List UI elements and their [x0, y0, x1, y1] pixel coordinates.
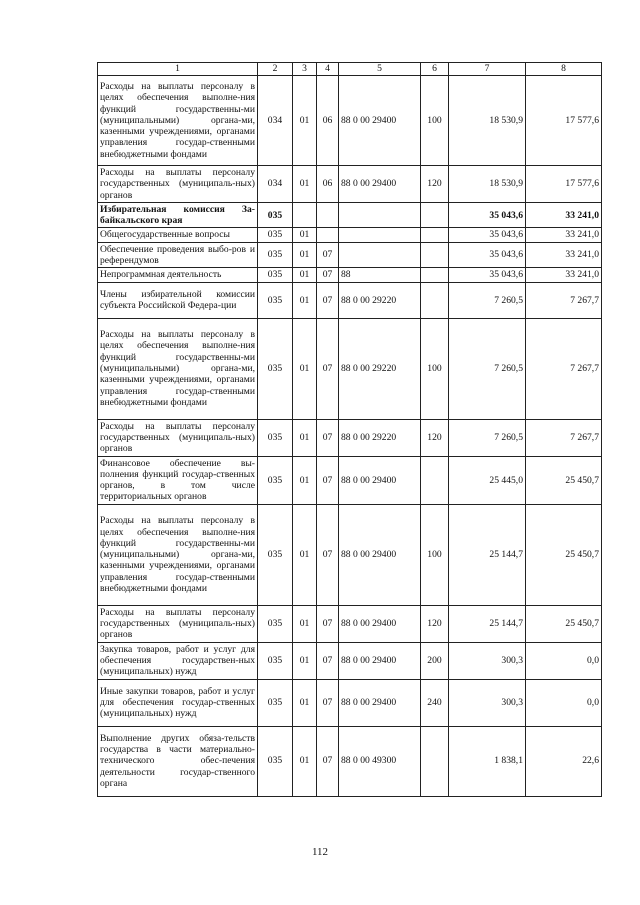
amount-year1-cell: 25 144,7: [449, 605, 526, 642]
expense-name-cell: Непрограммная деятельность: [98, 268, 258, 282]
table-row: [98, 642, 602, 679]
amount-year1-cell: 35 043,6: [449, 268, 526, 282]
subsection-code-cell: 07: [317, 282, 339, 318]
amount-year1-cell: 7 260,5: [449, 282, 526, 318]
ministry-code-cell: 035: [258, 679, 293, 726]
amount-year1-cell: 7 260,5: [449, 419, 526, 456]
section-code-cell: 01: [293, 318, 317, 419]
ministry-code-cell: 035: [258, 456, 293, 504]
expense-name-cell: Расходы на выплаты персоналу в целях обеспечения выполне-ния функций государственны-ми (муниципальными) органа-ми, казенными учреждениями, органами управления государ-ственными внебюджетными фондами: [98, 318, 258, 419]
amount-year1-cell: 300,3: [449, 642, 526, 679]
section-code-cell: 01: [293, 726, 317, 796]
amount-year1-cell: 35 043,6: [449, 202, 526, 228]
target-article-cell: 88 0 00 29220: [339, 282, 421, 318]
amount-year1-cell: 25 445,0: [449, 456, 526, 504]
table-row: [98, 419, 602, 456]
header-cell-3: 3: [293, 63, 317, 76]
table-row: [98, 605, 602, 642]
subsection-code-cell: 07: [317, 268, 339, 282]
ministry-code-cell: 035: [258, 242, 293, 268]
expense-type-cell: [421, 228, 449, 242]
table-row: [98, 456, 602, 504]
expense-name-cell: Расходы на выплаты персоналу в целях обеспечения выполне-ния функций государственны-ми (муниципальными) органа-ми, казенными учреждениями, органами управления государ-ственными внебюджетными фондами: [98, 504, 258, 605]
expense-type-cell: 120: [421, 419, 449, 456]
ministry-code-cell: 035: [258, 268, 293, 282]
subsection-code-cell: 07: [317, 318, 339, 419]
expense-type-cell: 240: [421, 679, 449, 726]
amount-year2-cell: 17 577,6: [526, 166, 602, 203]
amount-year2-cell: 0,0: [526, 679, 602, 726]
subsection-code-cell: [317, 228, 339, 242]
amount-year2-cell: 25 450,7: [526, 605, 602, 642]
header-cell-7: 7: [449, 63, 526, 76]
expense-type-cell: [421, 456, 449, 504]
section-code-cell: 01: [293, 456, 317, 504]
section-code-cell: 01: [293, 642, 317, 679]
table-row: [98, 242, 602, 268]
amount-year1-cell: 7 260,5: [449, 318, 526, 419]
ministry-code-cell: 035: [258, 605, 293, 642]
amount-year1-cell: 35 043,6: [449, 242, 526, 268]
expense-type-cell: [421, 726, 449, 796]
amount-year2-cell: 7 267,7: [526, 419, 602, 456]
expense-type-cell: 100: [421, 504, 449, 605]
ministry-code-cell: 034: [258, 76, 293, 166]
budget-table: [97, 62, 602, 797]
ministry-code-cell: 035: [258, 282, 293, 318]
amount-year2-cell: 33 241,0: [526, 202, 602, 228]
table-row: [98, 76, 602, 166]
header-cell-6: 6: [421, 63, 449, 76]
header-cell-4: 4: [317, 63, 339, 76]
table-row: [98, 282, 602, 318]
expense-type-cell: 200: [421, 642, 449, 679]
expense-name-cell: Финансовое обеспечение вы-полнения функций государ-ственных органов, в том числе территориальных органов: [98, 456, 258, 504]
ministry-code-cell: 035: [258, 726, 293, 796]
expense-name-cell: Избирательная комиссия За-байкальского края: [98, 202, 258, 228]
section-code-cell: [293, 202, 317, 228]
target-article-cell: 88 0 00 29400: [339, 456, 421, 504]
amount-year1-cell: 300,3: [449, 679, 526, 726]
expense-name-cell: Общегосударственные вопросы: [98, 228, 258, 242]
expense-name-cell: Выполнение других обяза-тельств государства в части материально-технического обес-печения деятельности государ-ственного органа: [98, 726, 258, 796]
table-row: [98, 318, 602, 419]
expense-name-cell: Расходы на выплаты персоналу государственных (муниципаль-ных) органов: [98, 166, 258, 203]
target-article-cell: 88 0 00 29220: [339, 318, 421, 419]
target-article-cell: 88: [339, 268, 421, 282]
section-code-cell: 01: [293, 242, 317, 268]
amount-year2-cell: 33 241,0: [526, 242, 602, 268]
expense-type-cell: [421, 282, 449, 318]
table-row: [98, 504, 602, 605]
header-cell-1: 1: [98, 63, 258, 76]
target-article-cell: 88 0 00 29400: [339, 679, 421, 726]
table-row: [98, 268, 602, 282]
subsection-code-cell: 07: [317, 679, 339, 726]
amount-year2-cell: 22,6: [526, 726, 602, 796]
ministry-code-cell: 035: [258, 419, 293, 456]
target-article-cell: 88 0 00 29400: [339, 605, 421, 642]
amount-year2-cell: 33 241,0: [526, 228, 602, 242]
page-number: 112: [311, 846, 329, 858]
target-article-cell: 88 0 00 29400: [339, 166, 421, 203]
expense-name-cell: Члены избирательной комиссии субъекта Российской Федера-ции: [98, 282, 258, 318]
subsection-code-cell: 07: [317, 419, 339, 456]
section-code-cell: 01: [293, 419, 317, 456]
amount-year2-cell: 0,0: [526, 642, 602, 679]
ministry-code-cell: 034: [258, 166, 293, 203]
amount-year2-cell: 7 267,7: [526, 282, 602, 318]
section-code-cell: 01: [293, 282, 317, 318]
subsection-code-cell: [317, 202, 339, 228]
expense-type-cell: 120: [421, 166, 449, 203]
expense-type-cell: 120: [421, 605, 449, 642]
amount-year1-cell: 18 530,9: [449, 76, 526, 166]
amount-year2-cell: 25 450,7: [526, 456, 602, 504]
subsection-code-cell: 07: [317, 504, 339, 605]
amount-year1-cell: 18 530,9: [449, 166, 526, 203]
subsection-code-cell: 07: [317, 642, 339, 679]
subsection-code-cell: 06: [317, 166, 339, 203]
table-row: [98, 679, 602, 726]
expense-type-cell: [421, 202, 449, 228]
subsection-code-cell: 07: [317, 605, 339, 642]
budget-table-container: [97, 62, 601, 797]
amount-year2-cell: 33 241,0: [526, 268, 602, 282]
section-code-cell: 01: [293, 228, 317, 242]
target-article-cell: 88 0 00 29400: [339, 642, 421, 679]
amount-year2-cell: 17 577,6: [526, 76, 602, 166]
expense-type-cell: [421, 268, 449, 282]
subsection-code-cell: 07: [317, 726, 339, 796]
expense-type-cell: 100: [421, 318, 449, 419]
target-article-cell: 88 0 00 49300: [339, 726, 421, 796]
expense-type-cell: [421, 242, 449, 268]
amount-year1-cell: 25 144,7: [449, 504, 526, 605]
target-article-cell: 88 0 00 29400: [339, 504, 421, 605]
expense-name-cell: Расходы на выплаты персоналу государственных (муниципаль-ных) органов: [98, 419, 258, 456]
expense-name-cell: Закупка товаров, работ и услуг для обеспечения государствен-ных (муниципальных) нужд: [98, 642, 258, 679]
ministry-code-cell: 035: [258, 504, 293, 605]
section-code-cell: 01: [293, 504, 317, 605]
subsection-code-cell: 07: [317, 456, 339, 504]
ministry-code-cell: 035: [258, 228, 293, 242]
section-code-cell: 01: [293, 605, 317, 642]
amount-year2-cell: 25 450,7: [526, 504, 602, 605]
target-article-cell: [339, 202, 421, 228]
amount-year1-cell: 1 838,1: [449, 726, 526, 796]
header-row: [98, 63, 602, 76]
table-row: [98, 166, 602, 203]
target-article-cell: [339, 242, 421, 268]
expense-name-cell: Иные закупки товаров, работ и услуг для обеспечения государ-ственных (муниципальных) нужд: [98, 679, 258, 726]
target-article-cell: 88 0 00 29400: [339, 76, 421, 166]
expense-name-cell: Расходы на выплаты персоналу в целях обеспечения выполне-ния функций государственны-ми (муниципальными) органа-ми, казенными учреждениями, органами управления государ-ственными внебюджетными фондами: [98, 76, 258, 166]
section-code-cell: 01: [293, 76, 317, 166]
subsection-code-cell: 06: [317, 76, 339, 166]
header-cell-2: 2: [258, 63, 293, 76]
ministry-code-cell: 035: [258, 202, 293, 228]
subsection-code-cell: 07: [317, 242, 339, 268]
section-code-cell: 01: [293, 268, 317, 282]
table-row: [98, 228, 602, 242]
table-row: [98, 726, 602, 796]
expense-name-cell: Расходы на выплаты персоналу государственных (муниципаль-ных) органов: [98, 605, 258, 642]
header-cell-5: 5: [339, 63, 421, 76]
header-cell-8: 8: [526, 63, 602, 76]
section-code-cell: 01: [293, 166, 317, 203]
ministry-code-cell: 035: [258, 318, 293, 419]
target-article-cell: [339, 228, 421, 242]
target-article-cell: 88 0 00 29220: [339, 419, 421, 456]
expense-type-cell: 100: [421, 76, 449, 166]
amount-year1-cell: 35 043,6: [449, 228, 526, 242]
section-code-cell: 01: [293, 679, 317, 726]
ministry-code-cell: 035: [258, 642, 293, 679]
table-row: [98, 202, 602, 228]
expense-name-cell: Обеспечение проведения выбо-ров и референдумов: [98, 242, 258, 268]
amount-year2-cell: 7 267,7: [526, 318, 602, 419]
